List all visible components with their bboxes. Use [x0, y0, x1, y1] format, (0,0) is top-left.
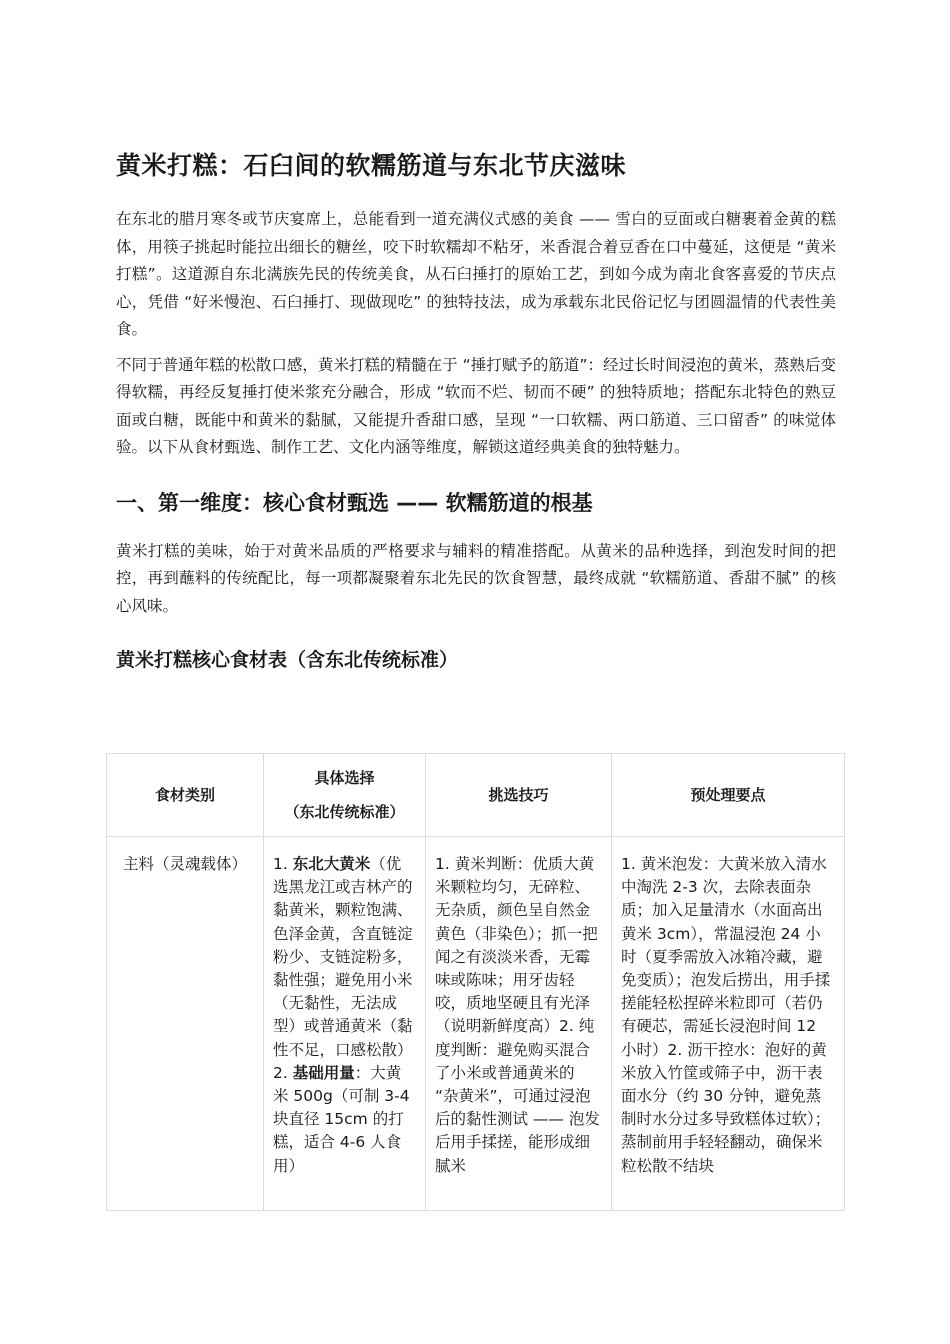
- header-tips: 挑选技巧: [426, 754, 612, 837]
- header-prep: 预处理要点: [612, 754, 845, 837]
- table-header-row: [107, 754, 845, 837]
- ingredient-table: [106, 753, 845, 1211]
- section-heading: 一、第一维度：核心食材甄选 —— 软糯筋道的根基: [116, 490, 593, 515]
- document-page: [116, 148, 836, 1175]
- cell-category: 主料（灵魂载体）: [107, 837, 264, 1211]
- cell-choice: 1. 东北大黄米（优选黑龙江或吉林产的黏黄米，颗粒饱满、色泽金黄，含直链淀粉少、支链淀粉多，黏性强；避免用小米（无黏性，无法成型）或普通黄米（黏性不足，口感松散）2. 基础用量：大黄米 500g（可制 3-4 块直径 15cm 的打糕，适合 4-6 人食用）: [264, 837, 426, 1211]
- page-title: 黄米打糕：石臼间的软糯筋道与东北节庆滋味: [116, 151, 627, 180]
- section-paragraph: 黄米打糕的美味，始于对黄米品质的严格要求与辅料的精准搭配。从黄米的品种选择，到泡发时间的把控，再到蘸料的传统配比，每一项都凝聚着东北先民的饮食智慧，最终成就 “软糯筋道、香甜不腻” 的核心风味。: [116, 541, 836, 615]
- header-category: 食材类别: [107, 754, 264, 837]
- intro-paragraph-1: 在东北的腊月寒冬或节庆宴席上，总能看到一道充满仪式感的美食 —— 雪白的豆面或白糖裹着金黄的糕体，用筷子挑起时能拉出细长的糖丝，咬下时软糯却不粘牙，米香混合着豆香在口中蔓延，这便是 “黄米打糕”。这道源自东北满族先民的传统美食，从石臼捶打的原始工艺，到如今成为南北食客喜爱的节庆点心，凭借 “好米慢泡、石臼捶打、现做现吃” 的独特技法，成为承载东北民俗记忆与团圆温情的代表性美食。: [116, 210, 836, 338]
- intro-paragraph-2: 不同于普通年糕的松散口感，黄米打糕的精髓在于 “捶打赋予的筋道”：经过长时间浸泡的黄米，蒸熟后变得软糯，再经反复捶打使米浆充分融合，形成 “软而不烂、韧而不硬” 的独特质地；搭配东北特色的熟豆面或白糖，既能中和黄米的黏腻，又能提升香甜口感，呈现 “一口软糯、两口筋道、三口留香” 的味觉体验。以下从食材甄选、制作工艺、文化内涵等维度，解锁这道经典美食的独特魅力。: [116, 355, 836, 456]
- table-row: [107, 837, 845, 1211]
- header-choice: 具体选择 （东北传统标准）: [264, 754, 426, 837]
- table-title: 黄米打糕核心食材表（含东北传统标准）: [116, 649, 459, 671]
- cell-tips: 1. 黄米判断：优质大黄米颗粒均匀，无碎粒、无杂质，颜色呈自然金黄色（非染色）；抓一把闻之有淡淡米香，无霉味或陈味；用牙齿轻咬，质地坚硬且有光泽（说明新鲜度高）2. 纯度判断：避免购买混合了小米或普通黄米的 “杂黄米”，可通过浸泡后的黏性测试 —— 泡发后用手揉搓，能形成细腻米: [426, 837, 612, 1211]
- cell-prep: 1. 黄米泡发：大黄米放入清水中淘洗 2-3 次，去除表面杂质；加入足量清水（水面高出黄米 3cm），常温浸泡 24 小时（夏季需放入冰箱冷藏，避免变质）；泡发后捞出，用手揉搓能轻松捏碎米粒即可（若仍有硬芯，需延长浸泡时间 12 小时）2. 沥干控水：泡好的黄米放入竹筐或筛子中，沥干表面水分（约 30 分钟，避免蒸制时水分过多导致糕体过软）；蒸制前用手轻轻翻动，确保米粒松散不结块: [612, 837, 845, 1211]
